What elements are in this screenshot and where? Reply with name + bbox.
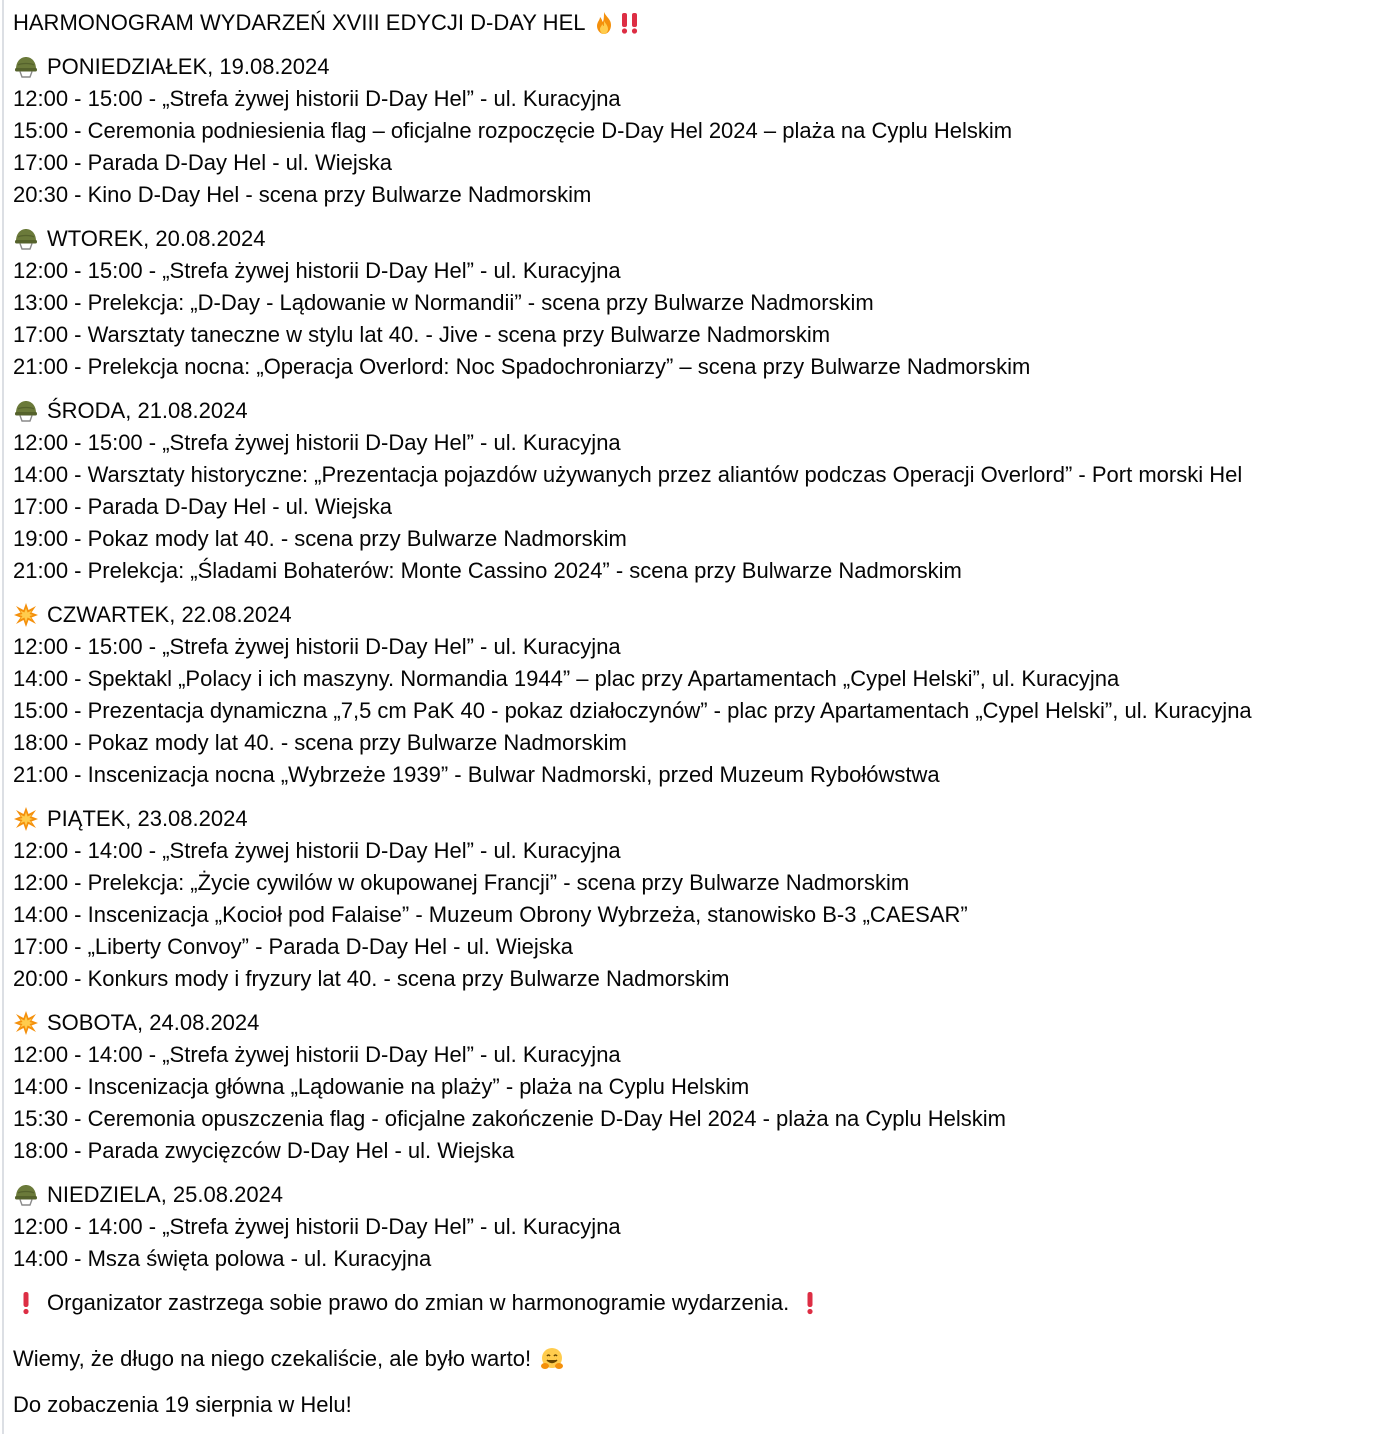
signoff-text: Do zobaczenia 19 sierpnia w Helu! <box>13 1392 352 1417</box>
event-item: 15:00 - Prezentacja dynamiczna „7,5 cm PaK 40 - pokaz działoczynów” - plac przy Apartamentach „Cypel Helski”, ul. Kuracyjna <box>13 698 1252 723</box>
helmet-icon <box>13 226 39 252</box>
disclaimer-text: Organizator zastrzega sobie prawo do zmian w harmonogramie wydarzenia. <box>47 1290 790 1315</box>
fire-icon <box>591 10 617 36</box>
exclamation-icon <box>797 1290 823 1316</box>
event-item: 18:00 - Parada zwycięzców D-Day Hel - ul. Wiejska <box>13 1138 515 1163</box>
event-item: 14:00 - Inscenizacja „Kocioł pod Falaise” - Muzeum Obrony Wybrzeża, stanowisko B-3 „CAESAR” <box>13 902 968 927</box>
double-exclamation-icon <box>617 10 643 36</box>
event-item: 14:00 - Spektakl „Polacy i ich maszyny. Normandia 1944” – plac przy Apartamentach „Cypel Helski”, ul. Kuracyjna <box>13 666 1120 691</box>
day-heading-text: PIĄTEK, 23.08.2024 <box>47 806 248 831</box>
post-title-line <box>13 7 1363 39</box>
event-item: 13:00 - Prelekcja: „D-Day - Lądowanie w Normandii” - scena przy Bulwarze Nadmorskim <box>13 290 874 315</box>
schedule-days <box>13 51 1363 1275</box>
event-item: 21:00 - Inscenizacja nocna „Wybrzeże 1939” - Bulwar Nadmorski, przed Muzeum Rybołówstwa <box>13 762 940 787</box>
day-heading-text: NIEDZIELA, 25.08.2024 <box>47 1182 284 1207</box>
event-item: 20:00 - Konkurs mody i fryzury lat 40. - scena przy Bulwarze Nadmorskim <box>13 966 730 991</box>
explosion-icon <box>13 806 39 832</box>
event-item: 17:00 - Parada D-Day Hel - ul. Wiejska <box>13 494 393 519</box>
event-item: 20:30 - Kino D-Day Hel - scena przy Bulwarze Nadmorskim <box>13 182 592 207</box>
event-item: 14:00 - Warsztaty historyczne: „Prezentacja pojazdów używanych przez aliantów podczas Operacji Overlord” - Port morski Hel <box>13 462 1243 487</box>
day-heading <box>13 223 1363 255</box>
day-heading <box>13 1007 1363 1039</box>
event-item: 12:00 - 14:00 - „Strefa żywej historii D-Day Hel” - ul. Kuracyjna <box>13 1042 621 1067</box>
event-item: 12:00 - 15:00 - „Strefa żywej historii D-Day Hel” - ul. Kuracyjna <box>13 86 621 111</box>
day-heading <box>13 51 1363 83</box>
event-item: 12:00 - 15:00 - „Strefa żywej historii D-Day Hel” - ul. Kuracyjna <box>13 430 621 455</box>
event-item: 17:00 - Parada D-Day Hel - ul. Wiejska <box>13 150 393 175</box>
event-item: 21:00 - Prelekcja nocna: „Operacja Overlord: Noc Spadochroniarzy” – scena przy Bulwarze Nadmorskim <box>13 354 1031 379</box>
event-item: 19:00 - Pokaz mody lat 40. - scena przy Bulwarze Nadmorskim <box>13 526 627 551</box>
event-item: 14:00 - Inscenizacja główna „Lądowanie na plaży” - plaża na Cyplu Helskim <box>13 1074 750 1099</box>
event-item: 17:00 - „Liberty Convoy” - Parada D-Day Hel - ul. Wiejska <box>13 934 573 959</box>
hugging-face-icon <box>539 1346 565 1372</box>
post-left-border <box>2 0 4 1434</box>
event-item: 12:00 - 14:00 - „Strefa żywej historii D-Day Hel” - ul. Kuracyjna <box>13 1214 621 1239</box>
exclamation-icon <box>13 1290 39 1316</box>
event-item: 12:00 - Prelekcja: „Życie cywilów w okupowanej Francji” - scena przy Bulwarze Nadmorskim <box>13 870 910 895</box>
signoff-line <box>13 1389 1363 1421</box>
event-item: 18:00 - Pokaz mody lat 40. - scena przy Bulwarze Nadmorskim <box>13 730 627 755</box>
event-item: 12:00 - 14:00 - „Strefa żywej historii D-Day Hel” - ul. Kuracyjna <box>13 838 621 863</box>
event-item: 17:00 - Warsztaty taneczne w stylu lat 40. - Jive - scena przy Bulwarze Nadmorskim <box>13 322 831 347</box>
closing-line <box>13 1343 1363 1375</box>
event-item: 12:00 - 15:00 - „Strefa żywej historii D-Day Hel” - ul. Kuracyjna <box>13 634 621 659</box>
helmet-icon <box>13 54 39 80</box>
event-item: 14:00 - Msza święta polowa - ul. Kuracyjna <box>13 1246 432 1271</box>
event-item: 12:00 - 15:00 - „Strefa żywej historii D-Day Hel” - ul. Kuracyjna <box>13 258 621 283</box>
day-heading <box>13 1179 1363 1211</box>
day-heading <box>13 599 1363 631</box>
disclaimer-line <box>13 1287 1363 1319</box>
day-heading-text: PONIEDZIAŁEK, 19.08.2024 <box>47 54 330 79</box>
event-item: 15:00 - Ceremonia podniesienia flag – oficjalne rozpoczęcie D-Day Hel 2024 – plaża na Cyplu Helskim <box>13 118 1013 143</box>
event-item: 21:00 - Prelekcja: „Śladami Bohaterów: Monte Cassino 2024” - scena przy Bulwarze Nadmorskim <box>13 558 962 583</box>
day-heading-text: ŚRODA, 21.08.2024 <box>47 398 248 423</box>
event-item: 15:30 - Ceremonia opuszczenia flag - oficjalne zakończenie D-Day Hel 2024 - plaża na Cyplu Helskim <box>13 1106 1006 1131</box>
helmet-icon <box>13 1182 39 1208</box>
day-heading <box>13 803 1363 835</box>
day-heading-text: SOBOTA, 24.08.2024 <box>47 1010 260 1035</box>
post-body <box>13 7 1363 1421</box>
day-heading-text: CZWARTEK, 22.08.2024 <box>47 602 292 627</box>
explosion-icon <box>13 1010 39 1036</box>
closing-text: Wiemy, że długo na niego czekaliście, ale było warto! <box>13 1346 532 1371</box>
post-title: HARMONOGRAM WYDARZEŃ XVIII EDYCJI D-DAY HEL <box>13 10 586 35</box>
explosion-icon <box>13 602 39 628</box>
day-heading-text: WTOREK, 20.08.2024 <box>47 226 266 251</box>
day-heading <box>13 395 1363 427</box>
helmet-icon <box>13 398 39 424</box>
